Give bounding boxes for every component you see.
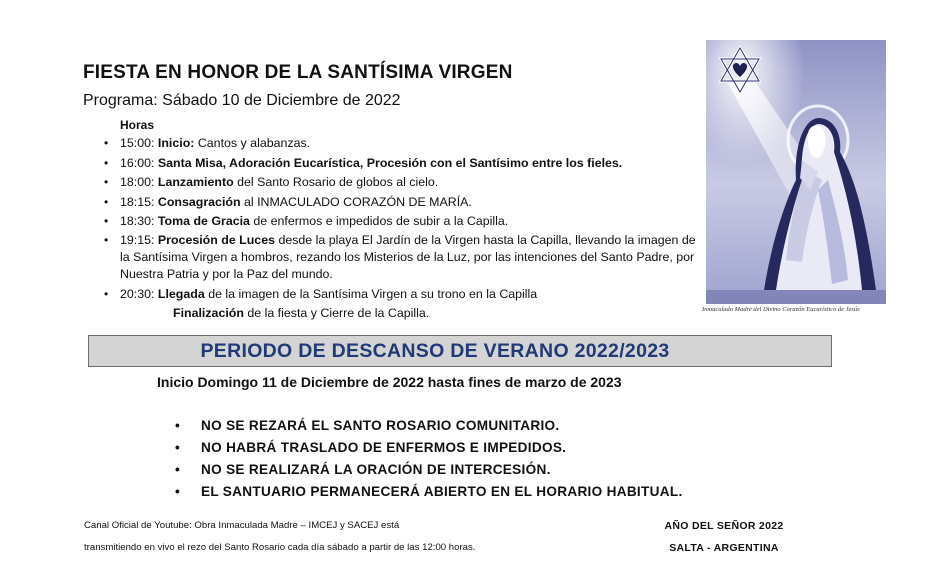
summer-break-dates: Inicio Domingo 11 de Diciembre de 2022 hasta fines de marzo de 2023 xyxy=(157,374,622,390)
flyer-title: FIESTA EN HONOR DE LA SANTÍSIMA VIRGEN xyxy=(83,62,513,83)
schedule-continuation xyxy=(120,304,704,324)
schedule-event: Lanzamiento xyxy=(157,175,234,189)
year-location xyxy=(634,515,814,559)
schedule-time: 18:15: xyxy=(120,194,155,209)
schedule-event: Consagración xyxy=(157,194,241,209)
image-caption: Inmaculada Madre del Divino Corazón Eucarístico de Jesús xyxy=(702,306,860,313)
schedule-item xyxy=(104,173,704,193)
schedule-detail: de la fiesta y Cierre de la Capilla. xyxy=(247,306,430,320)
schedule-item xyxy=(104,193,704,213)
schedule-detail: de enfermos e impedidos de subir a la Capilla. xyxy=(253,214,509,228)
program-date: Programa: Sábado 10 de Diciembre de 2022 xyxy=(83,92,401,109)
location-label: SALTA - ARGENTINA xyxy=(669,542,779,554)
year-label: AÑO DEL SEÑOR 2022 xyxy=(664,520,784,532)
notice-item: • NO HABRÁ TRASLADO DE ENFERMOS E IMPEDIDOS. xyxy=(175,437,683,459)
schedule-list xyxy=(104,134,704,324)
schedule-time: 19:15: xyxy=(120,232,155,247)
youtube-info xyxy=(84,515,475,559)
schedule-detail: al INMACULADO CORAZÓN DE MARÍA. xyxy=(243,194,472,209)
schedule-item xyxy=(104,154,704,174)
schedule-detail: del Santo Rosario de globos al cielo. xyxy=(237,175,439,189)
schedule-item xyxy=(104,134,704,154)
schedule-time: 20:30: xyxy=(120,286,155,301)
schedule-item xyxy=(104,285,704,324)
schedule-time: 18:30: xyxy=(120,214,155,228)
schedule-event: Llegada xyxy=(157,286,205,301)
schedule-event: Toma de Gracia xyxy=(157,214,250,228)
notice-item: • NO SE REZARÁ EL SANTO ROSARIO COMUNITARIO. xyxy=(175,415,683,437)
schedule-event: Finalización xyxy=(173,306,244,320)
schedule-time: 18:00: xyxy=(120,175,155,189)
schedule-time: 15:00: xyxy=(120,136,155,150)
notice-item: • NO SE REALIZARÁ LA ORACIÓN DE INTERCESIÓN. xyxy=(175,459,683,481)
virgin-mary-image xyxy=(706,40,886,318)
schedule-detail: Cantos y alabanzas. xyxy=(197,136,311,150)
banner-text: PERIODO DE DESCANSO DE VERANO 2022/2023 xyxy=(200,339,670,362)
youtube-line-1: Canal Oficial de Youtube: Obra Inmaculada Madre – IMCEJ y SACEJ está xyxy=(84,520,400,531)
schedule-event: Inicio: xyxy=(157,136,195,150)
youtube-line-2: transmitiendo en vivo el rezo del Santo Rosario cada día sábado a partir de las 12:00 horas. xyxy=(84,542,476,553)
schedule-item xyxy=(104,232,704,283)
schedule-time: 16:00: xyxy=(120,155,155,170)
schedule-item xyxy=(104,212,704,232)
schedule-event: Santa Misa, Adoración Eucarística, Procesión con el Santísimo entre los fieles. xyxy=(157,155,623,170)
notices-list xyxy=(175,415,683,503)
summer-break-banner xyxy=(88,335,832,367)
schedule-detail: desde la playa El Jardín de la Virgen hasta la Capilla, llevando la imagen de la Santísima Virgen a hombros, rezando los Misterios de la Luz, por las intenciones del Santo Padre, por Nuestra Patria y por la Paz del mundo. xyxy=(120,232,696,281)
schedule-detail: de la imagen de la Santísima Virgen a su trono en la Capilla xyxy=(208,286,538,301)
schedule-event: Procesión de Luces xyxy=(157,232,275,247)
hours-label: Horas xyxy=(120,118,155,132)
notice-item: • EL SANTUARIO PERMANECERÁ ABIERTO EN EL HORARIO HABITUAL. xyxy=(175,481,683,503)
